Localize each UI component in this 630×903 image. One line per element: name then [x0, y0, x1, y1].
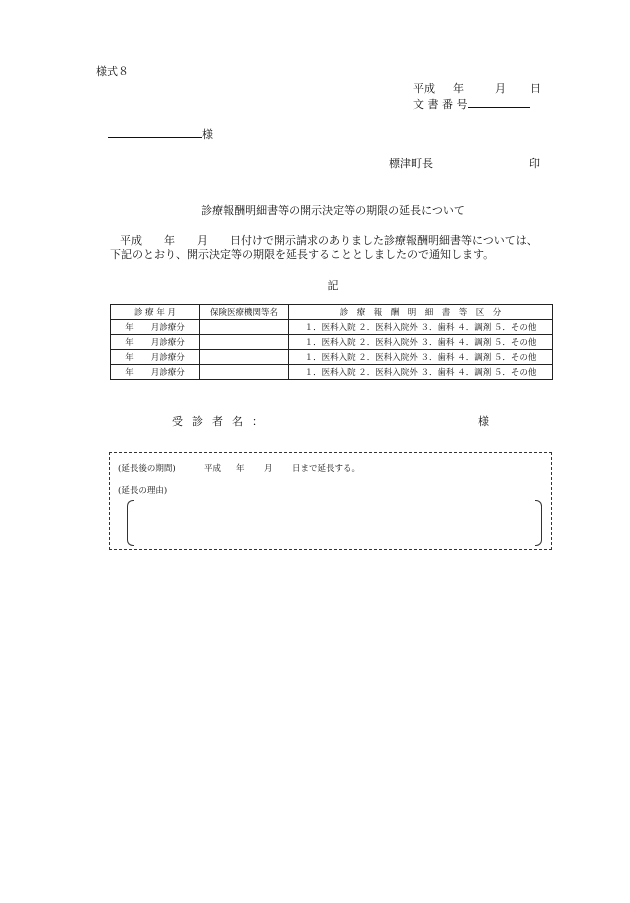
addressee-suffix: 様	[202, 128, 213, 141]
extension-period-label: (延長後の期間)	[118, 464, 176, 474]
cell-institution[interactable]	[200, 335, 289, 350]
header-category: 診 療 報 酬 明 細 書 等 区 分	[289, 305, 553, 320]
seal-mark: 印	[529, 157, 540, 170]
date-year: 年	[453, 82, 464, 95]
date-line	[413, 80, 541, 96]
cell-category[interactable]: １．医科入院 ２．医科入院外 ３．歯科 ４．調剤 ５．その他	[289, 365, 553, 380]
table-row	[111, 335, 553, 350]
patient-name-label: 受診者名：	[172, 415, 272, 428]
extension-period	[118, 462, 360, 474]
extension-period-year: 年	[236, 464, 245, 474]
document-number-field[interactable]	[468, 97, 530, 108]
body-line-2: 下記のとおり、開示決定等の期限を延長することとしましたので通知します。	[110, 248, 495, 261]
document-title: 診療報酬明細書等の開示決定等の期限の延長について	[201, 204, 465, 217]
table-row	[111, 365, 553, 380]
addressee	[108, 126, 213, 142]
table-header-row	[111, 305, 553, 320]
form-number: 様式８	[96, 65, 129, 78]
date-month: 月	[495, 82, 506, 95]
table-row	[111, 350, 553, 365]
document-number	[413, 96, 530, 112]
cell-category[interactable]: １．医科入院 ２．医科入院外 ３．歯科 ４．調剤 ５．その他	[289, 335, 553, 350]
reason-bracket-left	[127, 500, 134, 546]
ki-heading: 記	[327, 279, 339, 292]
cell-category[interactable]: １．医科入院 ２．医科入院外 ３．歯科 ４．調剤 ５．その他	[289, 320, 553, 335]
body-line-1: 平成 年 月 日付けで開示請求のありました診療報酬明細書等については、	[120, 234, 538, 247]
header-treatment-month: 診 療 年 月	[111, 305, 200, 320]
cell-month[interactable]: 年 月診療分	[111, 350, 200, 365]
extension-reason-label: (延長の理由)	[118, 486, 168, 496]
document-number-label: 文 書 番 号	[413, 98, 468, 111]
claims-table	[110, 304, 553, 380]
date-day: 日	[530, 82, 541, 95]
cell-month[interactable]: 年 月診療分	[111, 365, 200, 380]
cell-institution[interactable]	[200, 365, 289, 380]
cell-month[interactable]: 年 月診療分	[111, 335, 200, 350]
cell-category[interactable]: １．医科入院 ２．医科入院外 ３．歯科 ４．調剤 ５．その他	[289, 350, 553, 365]
date-era: 平成	[413, 82, 435, 95]
extension-period-era: 平成	[204, 464, 222, 474]
cell-institution[interactable]	[200, 320, 289, 335]
issuer-name: 標津町長	[389, 157, 433, 170]
cell-month[interactable]: 年 月診療分	[111, 320, 200, 335]
extension-period-text: 日まで延長する。	[292, 464, 361, 474]
table-row	[111, 320, 553, 335]
cell-institution[interactable]	[200, 350, 289, 365]
extension-period-month: 月	[264, 464, 273, 474]
header-institution: 保険医療機関等名	[200, 305, 289, 320]
reason-bracket-right	[535, 500, 542, 546]
addressee-field[interactable]	[108, 126, 202, 138]
patient-name-suffix: 様	[478, 415, 489, 428]
